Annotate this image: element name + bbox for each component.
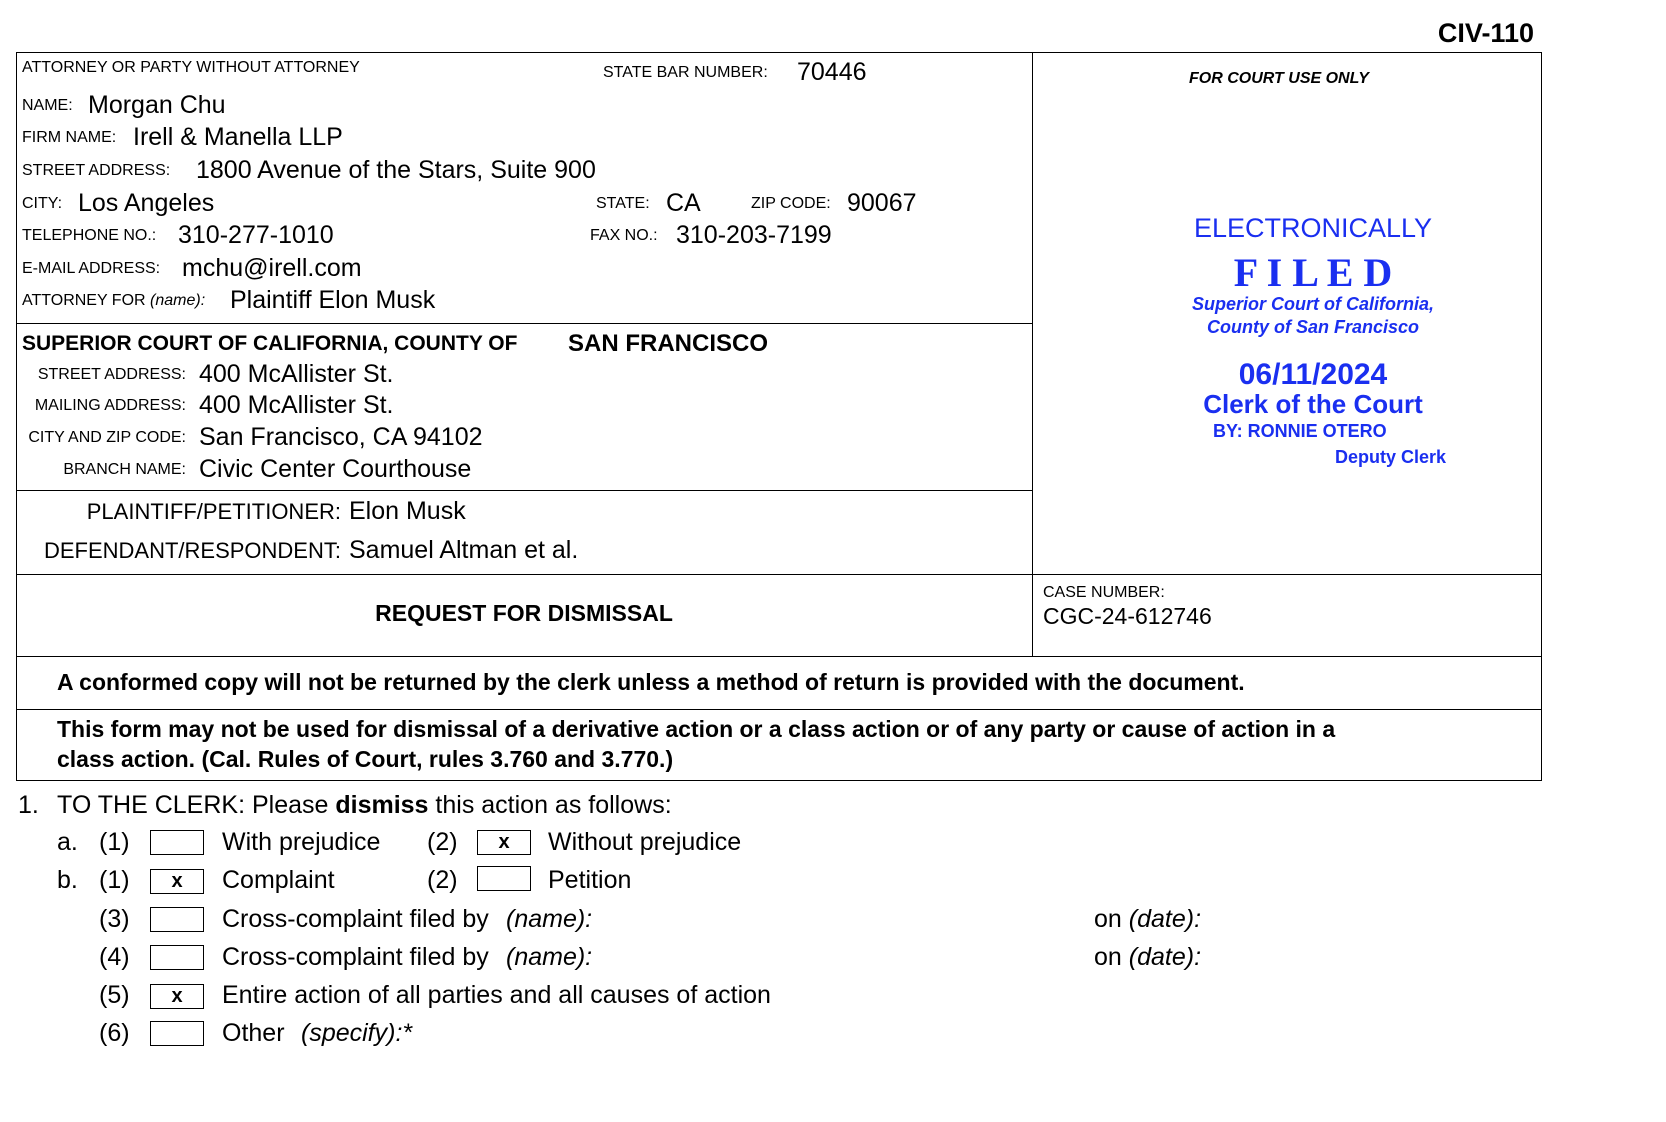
notice-class-action-line1: This form may not be used for dismissal of a derivative action or a class action or of any party or cause of action in a [57, 716, 1336, 742]
option-cross-complaint-1: Cross-complaint filed by [222, 905, 489, 933]
stamp-deputy: Deputy Clerk [1335, 447, 1447, 467]
state-bar-label: STATE BAR NUMBER: [603, 64, 768, 81]
branch-label: BRANCH NAME: [63, 461, 186, 478]
cross-complaint-2-name-label: (name): [506, 943, 593, 971]
option-a2-num: (2) [427, 828, 458, 856]
checkbox-cross-complaint-1[interactable] [150, 907, 204, 932]
divider-title [16, 574, 1542, 575]
court-heading: SUPERIOR COURT OF CALIFORNIA, COUNTY OF [22, 332, 518, 355]
state-bar-number: 70446 [797, 58, 867, 86]
option-complaint: Complaint [222, 866, 335, 894]
cross-complaint-1-on-label [1094, 905, 1201, 934]
telephone: 310-277-1010 [178, 221, 334, 249]
stamp-by: BY: RONNIE OTERO [1213, 421, 1387, 441]
stamp-electronically: ELECTRONICALLY [1193, 213, 1433, 243]
cross-complaint-2-on-label [1094, 943, 1201, 972]
option-a1-num: (1) [99, 828, 130, 856]
name-label: NAME: [22, 97, 73, 114]
email-label: E-MAIL ADDRESS: [22, 260, 161, 277]
divider-vertical [1032, 52, 1033, 657]
option-petition: Petition [548, 866, 632, 894]
checkbox-entire-action[interactable]: x [150, 984, 204, 1009]
item-1-number: 1. [18, 791, 39, 819]
zip-code: 90067 [847, 189, 917, 217]
item-b-label: b. [57, 866, 78, 894]
item-1-suffix: this action as follows: [435, 791, 672, 819]
attorney-section-label: ATTORNEY OR PARTY WITHOUT ATTORNEY [22, 59, 360, 76]
attorney-for-name-label: (name): [150, 292, 206, 309]
plaintiff: Elon Musk [349, 497, 466, 525]
option-other: Other [222, 1019, 285, 1047]
cross-complaint-1-on: on [1094, 905, 1122, 933]
checkbox-complaint[interactable]: x [150, 869, 204, 894]
option-b6-num: (6) [99, 1019, 130, 1047]
cross-complaint-2-date-label: (date): [1128, 943, 1202, 971]
court-cityzip-label: CITY AND ZIP CODE: [28, 429, 186, 446]
firm-label: FIRM NAME: [22, 129, 117, 146]
stamp-date: 06/11/2024 [1238, 358, 1388, 391]
option-b3-num: (3) [99, 905, 130, 933]
option-b1-num: (1) [99, 866, 130, 894]
checkbox-cross-complaint-2[interactable] [150, 945, 204, 970]
state-label: STATE: [596, 195, 650, 212]
stamp-clerk: Clerk of the Court [1203, 389, 1423, 419]
divider-parties [16, 490, 1033, 491]
telephone-label: TELEPHONE NO.: [22, 227, 157, 244]
attorney-for-label [22, 292, 205, 310]
stamp-court-line2: County of San Francisco [1206, 317, 1420, 337]
option-entire-action: Entire action of all parties and all causes of action [222, 981, 771, 1009]
street-address: 1800 Avenue of the Stars, Suite 900 [196, 156, 596, 184]
form-id: CIV-110 [1437, 18, 1534, 48]
other-specify-label: (specify):* [301, 1019, 413, 1047]
court-street: 400 McAllister St. [199, 360, 394, 388]
divider-court [16, 323, 1033, 324]
cross-complaint-2-on: on [1094, 943, 1122, 971]
branch-name: Civic Center Courthouse [199, 455, 472, 483]
checkbox-other[interactable] [150, 1021, 204, 1046]
divider-notice2 [16, 709, 1542, 710]
divider-notice1 [16, 656, 1542, 657]
city-label: CITY: [22, 195, 63, 212]
county-name: SAN FRANCISCO [568, 330, 769, 357]
defendant-label: DEFENDANT/RESPONDENT: [43, 538, 341, 563]
email: mchu@irell.com [182, 254, 362, 282]
cross-complaint-1-date-label: (date): [1128, 905, 1202, 933]
case-number: CGC-24-612746 [1043, 603, 1212, 629]
fax: 310-203-7199 [676, 221, 832, 249]
court-use-label: FOR COURT USE ONLY [1189, 70, 1369, 87]
defendant: Samuel Altman et al. [349, 536, 579, 564]
option-with-prejudice: With prejudice [222, 828, 381, 856]
checkbox-petition[interactable] [477, 866, 531, 891]
option-cross-complaint-2: Cross-complaint filed by [222, 943, 489, 971]
option-b4-num: (4) [99, 943, 130, 971]
form-title: REQUEST FOR DISMISSAL [375, 600, 673, 626]
zip-label: ZIP CODE: [751, 195, 831, 212]
firm-name: Irell & Manella LLP [133, 123, 343, 151]
attorney-name: Morgan Chu [88, 91, 226, 119]
fax-label: FAX NO.: [590, 227, 658, 244]
notice-conformed-copy: A conformed copy will not be returned by the clerk unless a method of return is provided with the document. [57, 669, 1245, 695]
checkbox-with-prejudice[interactable] [150, 830, 204, 855]
case-number-label: CASE NUMBER: [1043, 584, 1165, 601]
state: CA [666, 189, 701, 217]
street-label: STREET ADDRESS: [22, 162, 171, 179]
item-1-text [57, 791, 672, 820]
cross-complaint-1-name-label: (name): [506, 905, 593, 933]
city: Los Angeles [78, 189, 215, 217]
plaintiff-label: PLAINTIFF/PETITIONER: [86, 499, 341, 524]
court-mailing-label: MAILING ADDRESS: [34, 397, 186, 414]
checkbox-without-prejudice[interactable]: x [477, 830, 531, 855]
attorney-for-text: ATTORNEY FOR [22, 292, 146, 309]
stamp-filed: F I L E D [1233, 250, 1393, 295]
option-without-prejudice: Without prejudice [548, 828, 742, 856]
option-b5-num: (5) [99, 981, 130, 1009]
item-1-prefix: TO THE CLERK: Please [57, 791, 329, 819]
stamp-court-line1: Superior Court of California, [1191, 294, 1434, 314]
court-cityzip: San Francisco, CA 94102 [199, 423, 483, 451]
attorney-for: Plaintiff Elon Musk [230, 286, 436, 314]
option-b2-num: (2) [427, 866, 458, 894]
item-1-bold: dismiss [335, 791, 429, 819]
item-a-label: a. [57, 828, 78, 856]
court-street-label: STREET ADDRESS: [37, 366, 186, 383]
court-mailing: 400 McAllister St. [199, 391, 394, 419]
notice-class-action-line2: class action. (Cal. Rules of Court, rules 3.760 and 3.770.) [57, 746, 674, 772]
